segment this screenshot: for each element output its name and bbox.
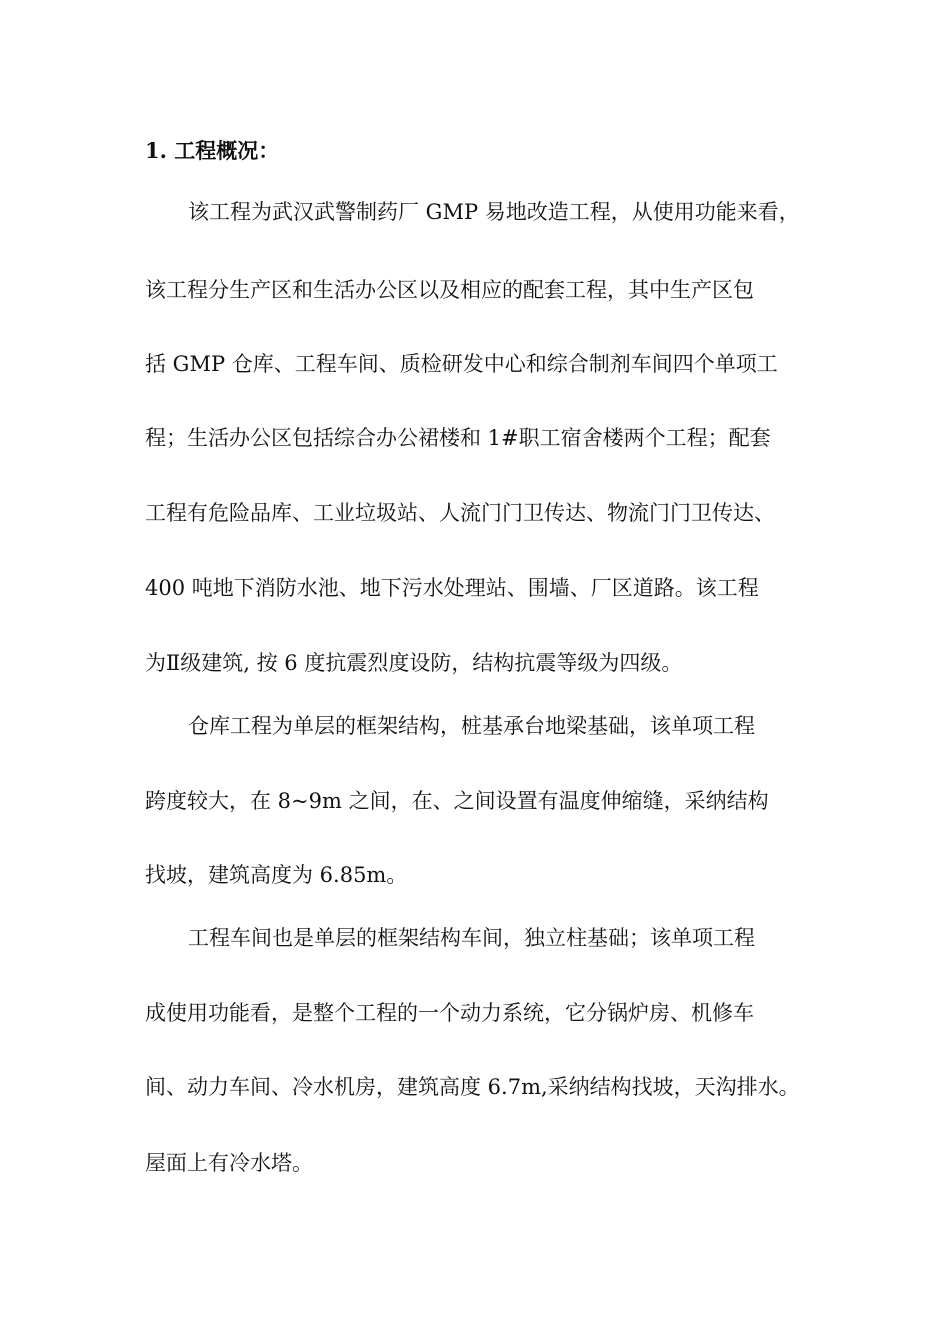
paragraph-1-line-5: 工程有危险品库、工业垃圾站、人流门门卫传达、物流门门卫传达、	[145, 501, 775, 525]
paragraph-1-line-3: 括 GMP 仓库、工程车间、质检研发中心和综合制剂车间四个单项工	[145, 352, 778, 376]
paragraph-1-line-7: 为Ⅱ级建筑, 按 6 度抗震烈度设防，结构抗震等级为四级。	[145, 651, 683, 675]
paragraph-3-line-2: 成使用功能看，是整个工程的一个动力系统，它分锅炉房、机修车	[145, 1001, 754, 1025]
paragraph-2-line-3: 找坡，建筑高度为 6.85m。	[145, 863, 408, 887]
paragraph-1-line-6: 400 吨地下消防水池、地下污水处理站、围墙、厂区道路。该工程	[145, 576, 759, 600]
paragraph-3-line-3: 间、动力车间、冷水机房，建筑高度 6.7m,采纳结构找坡，天沟排水。	[145, 1075, 800, 1099]
paragraph-3-line-4: 屋面上有冷水塔。	[145, 1151, 313, 1175]
section-heading: 1. 工程概况：	[145, 138, 280, 163]
paragraph-1-line-4: 程；生活办公区包括综合办公裙楼和 1#职工宿舍楼两个工程；配套	[145, 426, 771, 450]
paragraph-3-line-1: 工程车间也是单层的框架结构车间，独立柱基础；该单项工程	[188, 926, 755, 950]
paragraph-2-line-1: 仓库工程为单层的框架结构，桩基承台地梁基础，该单项工程	[188, 714, 755, 738]
paragraph-1-line-2: 该工程分生产区和生活办公区以及相应的配套工程，其中生产区包	[145, 278, 754, 302]
paragraph-2-line-2: 跨度较大，在 8~9m 之间，在、之间设置有温度伸缩缝，采纳结构	[145, 789, 769, 813]
paragraph-1-line-1: 该工程为武汉武警制药厂 GMP 易地改造工程，从使用功能来看，	[188, 200, 800, 224]
